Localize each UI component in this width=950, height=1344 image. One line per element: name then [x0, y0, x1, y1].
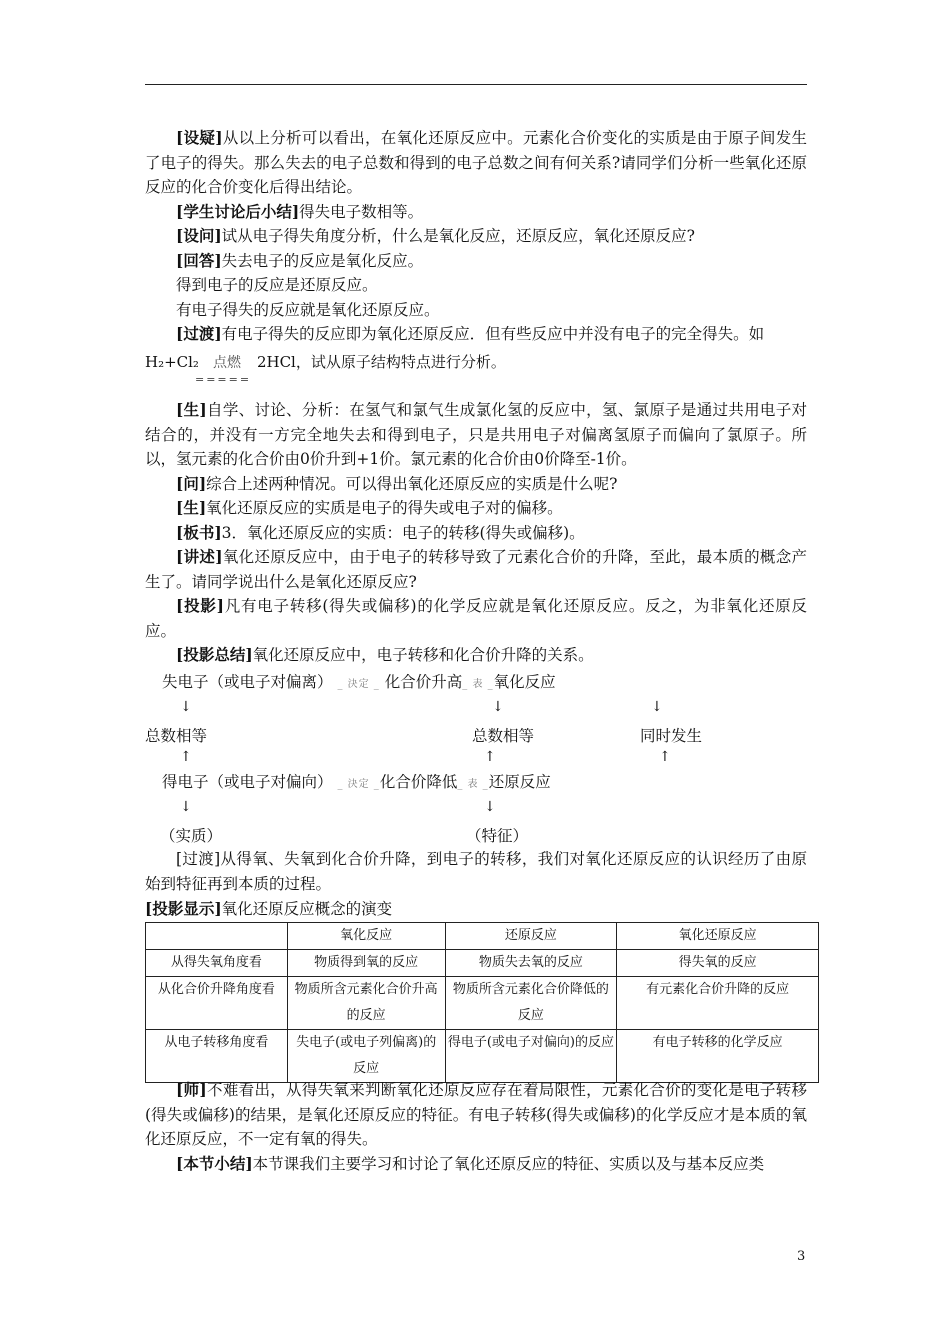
paragraph: [回答]失去电子的反应是氧化反应。 — [176, 250, 424, 270]
section-3 — [145, 847, 807, 896]
paragraph: [过渡]有电子得失的反应即为氧化还原反应．但有些反应中并没有电子的完全得失。如 — [176, 324, 765, 343]
table-row: 从得失氧角度看 物质得到氧的反应 物质失去氧的反应 得失氧的反应 — [146, 950, 819, 977]
reaction-arrow: ===== — [195, 373, 252, 386]
paragraph: [过渡]从得氧、失氧到化合价升降，到电子的转移，我们对氧化还原反应的认识经历了由原始到特征再到本质的过程。 — [145, 850, 807, 893]
table-row: 从化合价升降角度看 物质所含元素化合价升高的反应 物质所含元素化合价降低的反应 有元素化合价升降的反应 — [146, 977, 819, 1030]
down-arrow-icon: ↓ — [484, 799, 496, 815]
section-2 — [145, 398, 807, 668]
flow-row-oxidation: 失电子（或电子对偏离） _ 決定 _ 化合价升高_ 表 _氧化反应 — [162, 673, 556, 691]
down-arrow-icon: ↓ — [180, 699, 192, 715]
paragraph: 得到电子的反应是还原反应。 — [176, 276, 378, 294]
paragraph: [板书]3．氧化还原反应的实质：电子的转移(得失或偏移)。 — [176, 522, 585, 542]
flow-equal-left: 总数相等 — [145, 727, 208, 745]
paragraph: [本节小结]本节课我们主要学习和讨论了氧化还原反应的特征、实质以及与基本反应类 — [176, 1153, 765, 1173]
paragraph: [生]自学、讨论、分析：在氢气和氯气生成氯化氢的反应中，氢、氯原子是通过共用电子对结合的，并没有一方完全地失去和得到电子，只是共用电子对偏离氢原子而偏向了氯原子。所以，氢元素的化合价由0价升到+1价。氯元素的化合价由0价降至-1价。 — [145, 400, 807, 468]
table-title: [投影显示]氧化还原反应概念的演变 — [145, 899, 393, 918]
paragraph: [问]综合上述两种情况。可以得出氧化还原反应的实质是什么呢? — [176, 473, 618, 493]
paragraph: [生]氧化还原反应的实质是电子的得失或电子对的偏移。 — [176, 498, 563, 517]
up-arrow-icon: ↑ — [484, 749, 496, 765]
down-arrow-icon: ↓ — [180, 799, 192, 815]
flow-row-reduction: 得电子（或电子对偏向） _ 決定 _化合价降低_ 表 _还原反应 — [162, 773, 551, 791]
paragraph: [师]不难看出，从得失氧来判断氧化还原反应存在着局限性，元素化合价的变化是电子转移(得失或偏移)的结果，是氧化还原反应的特征。有电子转移(得失或偏移)的化学反应才是本质的氧化还原反应，不一定有氧的得失。 — [145, 1080, 807, 1148]
paragraph: [讲述]氧化还原反应中，由于电子的转移导致了元素化合价的升降，至此，最本质的概念产生了。请同学说出什么是氧化还原反应? — [145, 547, 807, 591]
page-number: 3 — [797, 1249, 806, 1264]
table-header-row: 氧化反应 还原反应 氧化还原反应 — [146, 923, 819, 950]
up-arrow-icon: ↑ — [180, 749, 192, 765]
down-arrow-icon: ↓ — [492, 699, 504, 715]
concept-evolution-table — [145, 922, 819, 1083]
flow-feature: （特征） — [466, 827, 529, 845]
flow-simultaneous: 同时发生 — [640, 727, 703, 745]
section-4 — [145, 1078, 807, 1176]
reaction-condition: 点燃 — [212, 355, 241, 371]
down-arrow-icon: ↓ — [651, 699, 663, 715]
paragraph: [投影总结]氧化还原反应中，电子转移和化合价升降的关系。 — [176, 645, 594, 664]
paragraph: [设问]试从电子得失角度分析，什么是氧化反应，还原反应，氧化还原反应? — [176, 226, 695, 245]
flow-equal-mid: 总数相等 — [472, 727, 535, 745]
paragraph: [设疑]从以上分析可以看出，在氧化还原反应中。元素化合价变化的实质是由于原子间发生了电子的得失。那么失去的电子总数和得到的电子总数之间有何关系?请同学们分析一些氧化还原反应的化合价变化后得出结论。 — [145, 128, 807, 196]
paragraph: 有电子得失的反应就是氧化还原反应。 — [176, 300, 440, 319]
paragraph: [投影]凡有电子转移(得失或偏移)的化学反应就是氧化还原反应。反之，为非氧化还原反应。 — [145, 596, 807, 640]
section-1 — [145, 126, 807, 347]
paragraph: [学生讨论后小结]得失电子数相等。 — [176, 201, 424, 221]
chemical-equation: H₂+Cl₂ 点燃 2HCl，试从原子结构特点进行分析。 ===== — [145, 353, 506, 386]
up-arrow-icon: ↑ — [659, 749, 671, 765]
flow-essence: （实质） — [160, 827, 223, 845]
table-row: 从电子转移角度看 失电子(或电子列偏离)的反应 得电子(或电子对偏向)的反应 有电子转移的化学反应 — [146, 1030, 819, 1083]
header-rule — [145, 84, 807, 85]
